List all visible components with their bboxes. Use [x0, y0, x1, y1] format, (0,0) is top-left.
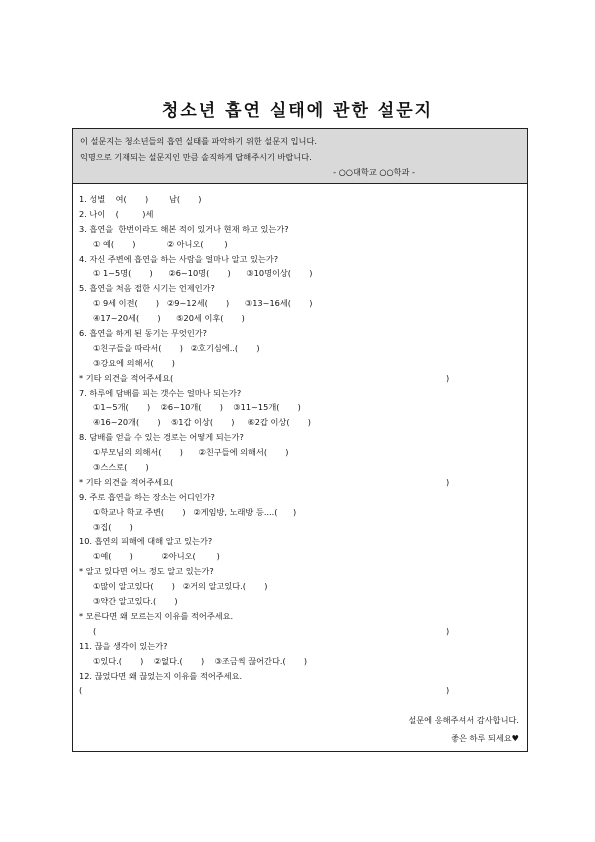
question-2: 2. 나이 ( )세	[79, 208, 154, 219]
other-opinion-label: * 기타 의견을 적어주세요(	[79, 476, 174, 487]
question-10-sub-options-2: ③약간 알고있다.( )	[93, 596, 178, 607]
open-paren: (	[93, 625, 97, 636]
intro-line-1: 이 설문지는 청소년들의 흡연 실태를 파악하기 위한 설문지 입니다.	[80, 136, 317, 146]
question-6-options-2: ③강요에 의해서( )	[93, 357, 176, 368]
question-10-options: ①예( ) ②아니오( )	[93, 551, 220, 562]
question-12: 12. 끊었다면 왜 끊었는지 이유를 적어주세요.	[79, 670, 243, 681]
question-4: 4. 자신 주변에 흡연을 하는 사람을 얼마나 알고 있는가?	[79, 253, 279, 264]
question-10-reason-answer	[79, 624, 523, 639]
question-8-other	[79, 475, 523, 490]
intro-line-2: 익명으로 기재되는 설문지인 만큼 솔직하게 답해주시기 바랍니다.	[80, 152, 312, 162]
intro-signature: - ○○대학교 ○○학과 -	[333, 167, 415, 177]
question-12-answer	[79, 683, 523, 698]
question-3: 3. 흡연을 한번이라도 해본 적이 있거나 현재 하고 있는가?	[79, 223, 289, 234]
question-6-other	[79, 371, 523, 386]
question-4-options: ① 1~5명( ) ②6~10명( ) ③10명이상( )	[93, 268, 313, 279]
question-list	[79, 192, 523, 698]
question-10-reason: * 모른다면 왜 모르는지 이유를 적어주세요.	[79, 610, 234, 621]
intro-box	[73, 129, 527, 184]
question-6: 6. 흡연을 하게 된 동기는 무엇인가?	[79, 328, 207, 339]
closing-thanks: 설문에 응해주셔서 감사합니다.	[408, 715, 519, 725]
page-title: 청소년 흡연 실태에 관한 설문지	[161, 101, 434, 121]
question-8-options-2: ③스스로( )	[93, 462, 149, 473]
question-10-sub: * 알고 있다면 어느 정도 알고 있는가?	[79, 566, 214, 577]
question-11-options: ①있다.( ) ②없다.( ) ③조금씩 끊어간다.( )	[93, 655, 308, 666]
question-5-options-2: ④17~20세( ) ⑤20세 이후( )	[93, 313, 245, 324]
question-5-options-1: ① 9세 이전( ) ②9~12세( ) ③13~16세( )	[93, 298, 313, 309]
close-paren: )	[446, 372, 450, 383]
closing-wish: 좋은 하루 되세요♥	[451, 733, 519, 743]
question-7: 7. 하루에 담배를 피는 갯수는 얼마나 되는가?	[79, 387, 242, 398]
question-11: 11. 끊을 생각이 있는가?	[79, 640, 168, 651]
question-6-options-1: ①친구들을 따라서( ) ②호기심에..( )	[93, 342, 260, 353]
close-paren: )	[446, 685, 450, 696]
question-8: 8. 담배를 얻을 수 있는 경로는 어떻게 되는가?	[79, 432, 244, 443]
other-opinion-label: * 기타 의견을 적어주세요(	[79, 372, 174, 383]
question-7-options-2: ④16~20개( ) ⑤1갑 이상( ) ⑥2갑 이상( )	[93, 417, 311, 428]
close-paren: )	[446, 625, 450, 636]
question-10: 10. 흡연의 피해에 대해 알고 있는가?	[79, 536, 213, 547]
question-9: 9. 주로 흡연을 하는 장소는 어디인가?	[79, 491, 215, 502]
open-paren: (	[79, 685, 83, 696]
question-8-options-1: ①부모님의 의해서( ) ②친구들에 의해서( )	[93, 447, 289, 458]
question-7-options-1: ①1~5개( ) ②6~10개( ) ③11~15개( )	[93, 402, 301, 413]
survey-frame	[72, 128, 528, 752]
question-10-sub-options-1: ①많이 알고있다( ) ②거의 알고있다.( )	[93, 581, 268, 592]
question-3-options: ① 예( ) ② 아니오( )	[93, 238, 228, 249]
close-paren: )	[446, 476, 450, 487]
question-1: 1. 성별 여( ) 남( )	[79, 194, 202, 204]
question-9-options-1: ①학교나 학교 주변( ) ②게임방, 노래방 등....( )	[93, 506, 297, 517]
question-5: 5. 흡연을 처음 접한 시기는 언제인가?	[79, 283, 215, 294]
question-9-options-2: ③집( )	[93, 521, 133, 532]
